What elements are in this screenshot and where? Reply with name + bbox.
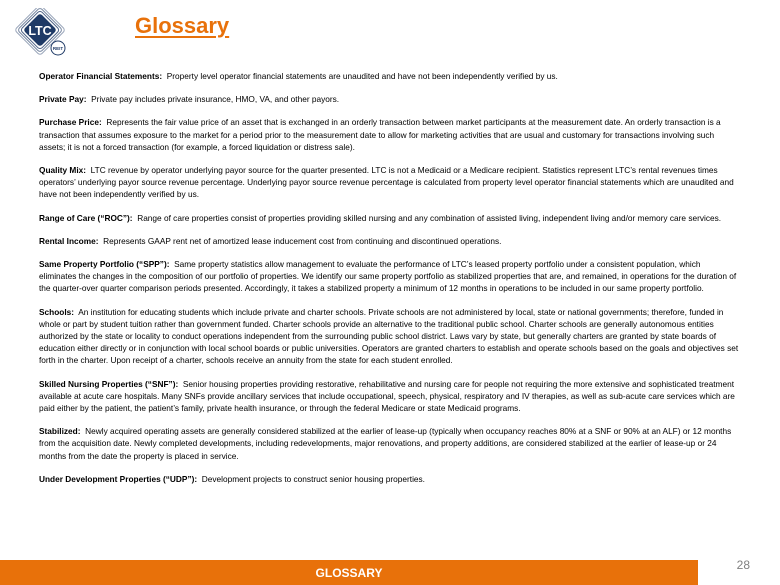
glossary-term: Rental Income: bbox=[39, 235, 99, 246]
glossary-entry bbox=[39, 116, 739, 153]
ltc-reit-logo bbox=[8, 8, 90, 60]
glossary-definition: Same property statistics allow management to evaluate the performance of LTC’s leased property portfolio under a consistent population, which eliminates the changes in the composition of our portfolio of properties. We identify our same property portfolio as stabilized properties that are, and remained, in operations for the duration of the quarter-over quarter comparison periods presented. Accordingly, it takes a stabilized property a minimum of 12 months in operations to be included in our same property portfolio. bbox=[39, 259, 737, 294]
glossary-entry bbox=[39, 473, 739, 485]
glossary-entry bbox=[39, 212, 739, 224]
logo-subtext: REIT bbox=[52, 45, 64, 51]
glossary-term: Operator Financial Statements: bbox=[39, 71, 163, 81]
glossary-definition: Represents GAAP rent net of amortized lease inducement cost from continuing and discontinued operations. bbox=[103, 235, 502, 246]
glossary-entry bbox=[39, 306, 739, 367]
glossary-term: Quality Mix: bbox=[39, 165, 87, 176]
glossary-definition: Senior housing properties providing restorative, rehabilitative and nursing care for people not requiring the more extensive and sophisticated treatment available at acute care hospitals. Many SNFs provide ancillary services that include occupational, speech, physical, respiratory and IV therapies, as well as sub-acute care services which are paid either by the patient, the patient’s family, private health insurance, or through the federal Medicare or state Medicaid programs. bbox=[39, 378, 735, 414]
glossary-definition: Development projects to construct senior housing properties. bbox=[201, 473, 425, 484]
page-title: Glossary bbox=[135, 13, 230, 38]
glossary-term: Range of Care (“ROC”): bbox=[39, 212, 133, 223]
glossary-term: Private Pay: bbox=[39, 94, 87, 105]
glossary-entry bbox=[39, 70, 739, 82]
glossary-definition: Property level operator financial statements are unaudited and have not been independently verified by us. bbox=[166, 71, 558, 81]
glossary-term: Purchase Price: bbox=[39, 117, 102, 128]
glossary-entry bbox=[39, 235, 739, 247]
glossary-definition: LTC revenue by operator underlying payor source for the quarter presented. LTC is not a Medicaid or a Medicare recipient. Statistics represent LTC’s rental revenues times operators’ underlying payor source revenue percentage. Underlying payor source revenue percentage is calculated from property level operator financial statements which are unaudited and have not been independently verified by us. bbox=[39, 165, 734, 200]
glossary-term: Schools: bbox=[39, 306, 75, 317]
glossary-definition: Private pay includes private insurance, HMO, VA, and other payors. bbox=[91, 94, 340, 105]
glossary-entry bbox=[39, 258, 739, 295]
page-number: 28 bbox=[736, 558, 750, 572]
glossary-term: Same Property Portfolio (“SPP”): bbox=[39, 259, 170, 270]
logo-text: LTC bbox=[28, 24, 52, 38]
glossary-entry bbox=[39, 378, 739, 415]
glossary-entry bbox=[39, 425, 739, 462]
glossary-entry bbox=[39, 164, 739, 201]
footer-section-label: GLOSSARY bbox=[315, 566, 383, 580]
glossary-definition: An institution for educating students which include private and charter schools. Private schools are not administered by local, state or national governments; therefore, funded in whole or part by student tuition rather than government funded. Charter schools provide an alternative to the traditional public school. Charter schools are generally autonomous entities authorized by the state or locality to conduct operations independent from the surrounding public school district. Laws vary by state, but generally charters are granted by state boards of education either directly or in conjunction with local school boards or public universities. Operators are granted charters to establish and operate schools based on the goals and objectives set forth in the charter. Upon receipt of a charter, schools receive an annuity from the state for each student enrolled. bbox=[39, 306, 739, 366]
glossary-list bbox=[39, 70, 739, 496]
glossary-entry bbox=[39, 93, 739, 105]
glossary-definition: Range of care properties consist of properties providing skilled nursing and any combination of assisted living, independent living and/or memory care services. bbox=[137, 212, 722, 223]
glossary-term: Under Development Properties (“UDP”): bbox=[39, 473, 198, 484]
footer-bar bbox=[0, 560, 698, 585]
glossary-definition: Newly acquired operating assets are generally considered stabilized at the earlier of lease-up (typically when occupancy reaches 80% at a SNF or 90% at an ALF) or 12 months from the acquisition date. Newly completed developments, including redevelopments, major renovations, and property additions, are considered stabilized at the earlier of lease-up or 24 months from the date the property is placed in service. bbox=[39, 426, 732, 461]
glossary-term: Skilled Nursing Properties (“SNF”): bbox=[39, 378, 179, 389]
glossary-definition: Represents the fair value price of an asset that is exchanged in an orderly transaction between market participants at the measurement date. An orderly transaction is a transaction that assumes exposure to the market for a period prior to the measurement date to allow for marketing activities that are usual and customary for transactions involving such assets; it is not a forced transaction (for example, a forced liquidation or distress sale). bbox=[39, 117, 721, 152]
glossary-term: Stabilized: bbox=[39, 426, 81, 437]
